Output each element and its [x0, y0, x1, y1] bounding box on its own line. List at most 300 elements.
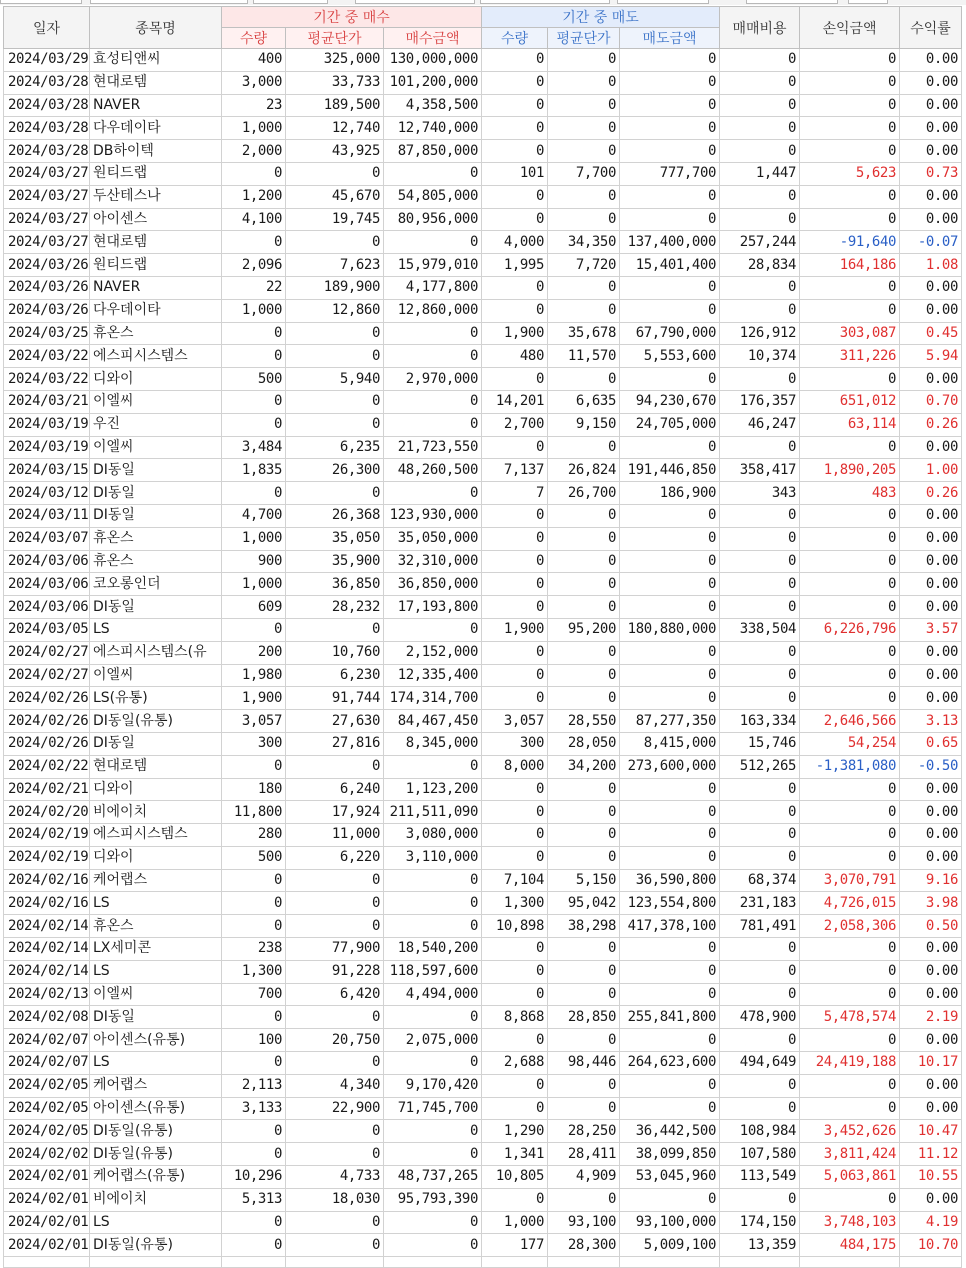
cell-sell-qty: 0: [482, 664, 548, 687]
cell-buy-avg: 325,000: [286, 49, 384, 72]
cell-pnl: 0: [800, 71, 900, 94]
cell-buy-avg: 20,750: [286, 1029, 384, 1052]
cell-return: 0.00: [900, 1188, 962, 1211]
cell-fee: 0: [720, 778, 800, 801]
table-row[interactable]: [4, 618, 962, 641]
cell-buy-amount: 0: [384, 482, 482, 505]
cell-cutoff: [620, 1257, 720, 1268]
cell-buy-avg: 5,940: [286, 368, 384, 391]
table-row[interactable]: [4, 1234, 962, 1257]
cell-buy-qty: 400: [222, 49, 286, 72]
cell-fee: 113,549: [720, 1166, 800, 1189]
toolbar-field[interactable]: [480, 0, 610, 4]
cell-sell-qty: 1,290: [482, 1120, 548, 1143]
cell-sell-amount: 0: [620, 504, 720, 527]
cell-pnl: 0: [800, 846, 900, 869]
cell-cutoff: [548, 1257, 620, 1268]
cell-pnl: 0: [800, 824, 900, 847]
cell-buy-avg: 91,228: [286, 960, 384, 983]
cell-date: 2024/02/01: [4, 1211, 90, 1234]
table-row[interactable]: [4, 254, 962, 277]
col-date-header[interactable]: 일자: [4, 7, 90, 49]
cell-buy-qty: 2,113: [222, 1074, 286, 1097]
cell-buy-amount: 4,494,000: [384, 983, 482, 1006]
cell-return: 0.00: [900, 1074, 962, 1097]
cell-date: 2024/02/27: [4, 664, 90, 687]
cell-return: 3.13: [900, 710, 962, 733]
table-row[interactable]: [4, 550, 962, 573]
cell-fee: 126,912: [720, 322, 800, 345]
buy-group-header: 기간 중 매수: [222, 7, 482, 28]
col-return-header[interactable]: 수익률: [900, 7, 962, 49]
cell-sell-amount: 264,623,600: [620, 1052, 720, 1075]
cell-sell-amount: 0: [620, 824, 720, 847]
table-row[interactable]: [4, 1029, 962, 1052]
cell-sell-qty: 1,341: [482, 1143, 548, 1166]
col-buy-avg-header[interactable]: 평균단가: [286, 28, 384, 49]
cell-sell-amount: 0: [620, 276, 720, 299]
cell-buy-avg: 0: [286, 1211, 384, 1234]
cell-fee: 0: [720, 1074, 800, 1097]
cell-pnl: 54,254: [800, 732, 900, 755]
cell-sell-qty: 480: [482, 345, 548, 368]
cell-stock-name: 우진: [90, 413, 222, 436]
cell-sell-amount: 0: [620, 1074, 720, 1097]
cell-buy-amount: 0: [384, 1052, 482, 1075]
cell-pnl: 0: [800, 1188, 900, 1211]
cell-stock-name: 아이센스(유통): [90, 1097, 222, 1120]
table-row[interactable]: [4, 938, 962, 961]
cell-buy-qty: 0: [222, 1234, 286, 1257]
cell-return: 0.26: [900, 482, 962, 505]
table-row[interactable]: [4, 436, 962, 459]
cell-fee: 0: [720, 938, 800, 961]
cell-stock-name: DI동일: [90, 459, 222, 482]
cell-sell-qty: 0: [482, 94, 548, 117]
table-row-partial[interactable]: [4, 1257, 962, 1268]
cell-pnl: 3,811,424: [800, 1143, 900, 1166]
cell-buy-avg: 0: [286, 892, 384, 915]
toolbar-field[interactable]: [90, 0, 248, 4]
table-row[interactable]: [4, 504, 962, 527]
cell-fee: 28,834: [720, 254, 800, 277]
table-row[interactable]: [4, 1188, 962, 1211]
cell-buy-amount: 12,335,400: [384, 664, 482, 687]
cell-pnl: 5,478,574: [800, 1006, 900, 1029]
table-row[interactable]: [4, 527, 962, 550]
table-row[interactable]: [4, 1211, 962, 1234]
table-row[interactable]: [4, 1052, 962, 1075]
cell-date: 2024/03/28: [4, 140, 90, 163]
cell-fee: 0: [720, 1097, 800, 1120]
cell-sell-avg: 0: [548, 504, 620, 527]
table-row[interactable]: [4, 846, 962, 869]
cell-sell-qty: 0: [482, 299, 548, 322]
cell-fee: 0: [720, 801, 800, 824]
toolbar-field[interactable]: [253, 0, 328, 4]
cell-stock-name: LS: [90, 618, 222, 641]
cell-sell-avg: 93,100: [548, 1211, 620, 1234]
table-row[interactable]: [4, 1166, 962, 1189]
cell-sell-avg: 0: [548, 573, 620, 596]
cell-date: 2024/03/05: [4, 618, 90, 641]
table-row[interactable]: [4, 641, 962, 664]
cell-date: 2024/03/27: [4, 162, 90, 185]
cell-sell-amount: 0: [620, 664, 720, 687]
table-row[interactable]: [4, 824, 962, 847]
table-row[interactable]: [4, 778, 962, 801]
cell-pnl: 0: [800, 573, 900, 596]
cell-buy-avg: 18,030: [286, 1188, 384, 1211]
cell-pnl: 2,058,306: [800, 915, 900, 938]
cell-buy-avg: 0: [286, 869, 384, 892]
table-row[interactable]: [4, 915, 962, 938]
cell-return: 0.00: [900, 573, 962, 596]
cell-return: 0.00: [900, 641, 962, 664]
cell-date: 2024/03/22: [4, 345, 90, 368]
cell-buy-amount: 0: [384, 390, 482, 413]
cell-buy-avg: 19,745: [286, 208, 384, 231]
cell-stock-name: 이엘씨: [90, 436, 222, 459]
cell-sell-avg: 26,824: [548, 459, 620, 482]
cell-pnl: 0: [800, 527, 900, 550]
cell-sell-amount: 0: [620, 49, 720, 72]
cell-sell-avg: 7,700: [548, 162, 620, 185]
cell-sell-amount: 15,401,400: [620, 254, 720, 277]
table-row[interactable]: [4, 1097, 962, 1120]
table-row[interactable]: [4, 1006, 962, 1029]
cell-buy-amount: 87,850,000: [384, 140, 482, 163]
cell-buy-amount: 15,979,010: [384, 254, 482, 277]
table-row[interactable]: [4, 482, 962, 505]
cell-sell-amount: 0: [620, 960, 720, 983]
cell-sell-qty: 0: [482, 527, 548, 550]
cell-pnl: 0: [800, 436, 900, 459]
cell-buy-avg: 26,368: [286, 504, 384, 527]
cell-sell-avg: 28,250: [548, 1120, 620, 1143]
cell-sell-amount: 123,554,800: [620, 892, 720, 915]
cell-sell-avg: 0: [548, 983, 620, 1006]
cell-date: 2024/03/25: [4, 322, 90, 345]
cell-sell-qty: 0: [482, 1029, 548, 1052]
cell-sell-amount: 0: [620, 117, 720, 140]
cell-stock-name: LS: [90, 1052, 222, 1075]
toolbar-field[interactable]: [848, 0, 888, 4]
cell-buy-amount: 84,467,450: [384, 710, 482, 733]
cell-buy-amount: 0: [384, 413, 482, 436]
cell-stock-name: DI동일: [90, 482, 222, 505]
cell-buy-amount: 4,358,500: [384, 94, 482, 117]
cell-sell-avg: 0: [548, 846, 620, 869]
cell-pnl: 3,748,103: [800, 1211, 900, 1234]
col-fee-header[interactable]: 매매비용: [720, 7, 800, 49]
cell-return: 0.00: [900, 140, 962, 163]
cell-buy-avg: 12,860: [286, 299, 384, 322]
cell-date: 2024/03/06: [4, 596, 90, 619]
table-row[interactable]: [4, 459, 962, 482]
cell-return: 4.19: [900, 1211, 962, 1234]
cell-sell-qty: 0: [482, 1074, 548, 1097]
table-row[interactable]: [4, 960, 962, 983]
cell-sell-avg: 28,050: [548, 732, 620, 755]
cell-sell-qty: 3,057: [482, 710, 548, 733]
cell-buy-avg: 189,900: [286, 276, 384, 299]
cell-buy-avg: 6,235: [286, 436, 384, 459]
cell-pnl: 0: [800, 778, 900, 801]
table-row[interactable]: [4, 596, 962, 619]
table-row[interactable]: [4, 573, 962, 596]
cell-buy-qty: 23: [222, 94, 286, 117]
cell-buy-amount: 0: [384, 755, 482, 778]
cell-buy-avg: 17,924: [286, 801, 384, 824]
cell-stock-name: NAVER: [90, 94, 222, 117]
cell-fee: 0: [720, 687, 800, 710]
cell-stock-name: 휴온스: [90, 322, 222, 345]
table-row[interactable]: [4, 390, 962, 413]
cell-fee: 0: [720, 550, 800, 573]
cell-buy-amount: 130,000,000: [384, 49, 482, 72]
cell-sell-qty: 7,137: [482, 459, 548, 482]
cell-stock-name: 원티드랩: [90, 254, 222, 277]
cell-fee: 0: [720, 71, 800, 94]
cell-sell-avg: 0: [548, 368, 620, 391]
cell-buy-avg: 0: [286, 915, 384, 938]
cell-date: 2024/03/26: [4, 299, 90, 322]
cell-return: 0.00: [900, 938, 962, 961]
cell-fee: 0: [720, 208, 800, 231]
toolbar-field[interactable]: [0, 0, 82, 4]
cell-stock-name: DI동일(유통): [90, 1234, 222, 1257]
cell-date: 2024/03/26: [4, 276, 90, 299]
cell-sell-amount: 0: [620, 573, 720, 596]
cell-buy-qty: 0: [222, 755, 286, 778]
cell-pnl: 0: [800, 208, 900, 231]
cell-return: 0.00: [900, 368, 962, 391]
table-row[interactable]: [4, 1074, 962, 1097]
cell-pnl: 24,419,188: [800, 1052, 900, 1075]
table-row[interactable]: [4, 892, 962, 915]
table-row[interactable]: [4, 413, 962, 436]
cell-return: 0.00: [900, 94, 962, 117]
cell-sell-qty: 1,900: [482, 322, 548, 345]
cell-return: 0.00: [900, 1097, 962, 1120]
cell-buy-qty: 11,800: [222, 801, 286, 824]
cell-sell-amount: 0: [620, 71, 720, 94]
cell-sell-avg: 0: [548, 596, 620, 619]
cell-pnl: 0: [800, 504, 900, 527]
cell-fee: 0: [720, 276, 800, 299]
cell-return: 0.00: [900, 687, 962, 710]
cell-sell-qty: 2,700: [482, 413, 548, 436]
cell-buy-amount: 0: [384, 345, 482, 368]
cell-buy-qty: 4,100: [222, 208, 286, 231]
cell-sell-amount: 0: [620, 1188, 720, 1211]
table-row[interactable]: [4, 117, 962, 140]
cell-buy-amount: 0: [384, 1120, 482, 1143]
cell-buy-avg: 4,733: [286, 1166, 384, 1189]
cell-return: 0.00: [900, 299, 962, 322]
table-row[interactable]: [4, 49, 962, 72]
cell-sell-avg: 0: [548, 49, 620, 72]
cell-sell-avg: 95,200: [548, 618, 620, 641]
table-row[interactable]: [4, 664, 962, 687]
toolbar-field[interactable]: [355, 0, 475, 4]
col-sell-qty-header[interactable]: 수량: [482, 28, 548, 49]
cell-fee: 0: [720, 596, 800, 619]
cell-return: 0.00: [900, 49, 962, 72]
cell-stock-name: DI동일(유통): [90, 1143, 222, 1166]
cell-fee: 0: [720, 140, 800, 163]
table-row[interactable]: [4, 687, 962, 710]
cell-return: 0.00: [900, 208, 962, 231]
toolbar-field[interactable]: [617, 0, 709, 4]
cell-fee: 0: [720, 1029, 800, 1052]
table-row[interactable]: [4, 208, 962, 231]
cell-buy-amount: 12,740,000: [384, 117, 482, 140]
table-row[interactable]: [4, 755, 962, 778]
cell-buy-amount: 0: [384, 869, 482, 892]
cell-cutoff: [482, 1257, 548, 1268]
cell-sell-qty: 7,104: [482, 869, 548, 892]
table-row[interactable]: [4, 299, 962, 322]
cell-sell-amount: 0: [620, 938, 720, 961]
cell-sell-amount: 0: [620, 140, 720, 163]
table-row[interactable]: [4, 801, 962, 824]
cell-return: 0.00: [900, 185, 962, 208]
cell-buy-amount: 48,737,265: [384, 1166, 482, 1189]
table-row[interactable]: [4, 185, 962, 208]
cell-date: 2024/03/28: [4, 71, 90, 94]
col-sell-amount-header[interactable]: 매도금액: [620, 28, 720, 49]
cell-buy-amount: 17,193,800: [384, 596, 482, 619]
table-header: [4, 7, 962, 49]
table-row[interactable]: [4, 1143, 962, 1166]
cell-buy-avg: 22,900: [286, 1097, 384, 1120]
cell-sell-avg: 0: [548, 208, 620, 231]
cell-fee: 46,247: [720, 413, 800, 436]
table-row[interactable]: [4, 710, 962, 733]
cell-sell-qty: 1,900: [482, 618, 548, 641]
cell-date: 2024/02/01: [4, 1188, 90, 1211]
cell-cutoff: [286, 1257, 384, 1268]
cell-sell-amount: 0: [620, 436, 720, 459]
cell-buy-avg: 0: [286, 345, 384, 368]
cell-return: 0.73: [900, 162, 962, 185]
cell-buy-amount: 9,170,420: [384, 1074, 482, 1097]
cell-date: 2024/02/14: [4, 938, 90, 961]
cell-buy-amount: 0: [384, 1143, 482, 1166]
table-row[interactable]: [4, 732, 962, 755]
cell-pnl: 0: [800, 801, 900, 824]
cell-sell-avg: 0: [548, 550, 620, 573]
col-buy-qty-header[interactable]: 수량: [222, 28, 286, 49]
cell-buy-amount: 211,511,090: [384, 801, 482, 824]
cell-sell-qty: 7: [482, 482, 548, 505]
col-name-header[interactable]: 종목명: [90, 7, 222, 49]
cell-return: 0.00: [900, 801, 962, 824]
cell-date: 2024/02/21: [4, 778, 90, 801]
cell-sell-qty: 177: [482, 1234, 548, 1257]
cell-sell-qty: 300: [482, 732, 548, 755]
cell-buy-amount: 2,970,000: [384, 368, 482, 391]
table-row[interactable]: [4, 162, 962, 185]
cell-stock-name: 이엘씨: [90, 983, 222, 1006]
cell-buy-avg: 0: [286, 1234, 384, 1257]
col-pnl-header[interactable]: 손익금액: [800, 7, 900, 49]
table-row[interactable]: [4, 140, 962, 163]
cell-sell-amount: 137,400,000: [620, 231, 720, 254]
cell-sell-avg: 0: [548, 276, 620, 299]
cell-pnl: 0: [800, 140, 900, 163]
cell-pnl: 0: [800, 1029, 900, 1052]
cell-sell-amount: 94,230,670: [620, 390, 720, 413]
sell-group-header: 기간 중 매도: [482, 7, 720, 28]
cell-stock-name: 에스피시스템스: [90, 824, 222, 847]
cell-date: 2024/02/07: [4, 1029, 90, 1052]
table-row[interactable]: [4, 231, 962, 254]
cell-sell-qty: 101: [482, 162, 548, 185]
cell-buy-amount: 80,956,000: [384, 208, 482, 231]
cell-sell-avg: 6,635: [548, 390, 620, 413]
col-buy-amount-header[interactable]: 매수금액: [384, 28, 482, 49]
cell-sell-amount: 273,600,000: [620, 755, 720, 778]
cell-return: 0.00: [900, 504, 962, 527]
table-row[interactable]: [4, 276, 962, 299]
cell-buy-qty: 5,313: [222, 1188, 286, 1211]
cell-date: 2024/02/27: [4, 641, 90, 664]
cell-buy-qty: 1,835: [222, 459, 286, 482]
cell-buy-qty: 0: [222, 1052, 286, 1075]
col-sell-avg-header[interactable]: 평균단가: [548, 28, 620, 49]
table-row[interactable]: [4, 368, 962, 391]
table-row[interactable]: [4, 322, 962, 345]
cell-fee: 512,265: [720, 755, 800, 778]
cell-date: 2024/03/06: [4, 550, 90, 573]
cell-stock-name: LS(유통): [90, 687, 222, 710]
cell-stock-name: DI동일(유통): [90, 1120, 222, 1143]
cell-fee: 0: [720, 527, 800, 550]
cell-return: 10.17: [900, 1052, 962, 1075]
cell-date: 2024/02/19: [4, 824, 90, 847]
table-row[interactable]: [4, 71, 962, 94]
cell-sell-avg: 0: [548, 687, 620, 710]
cell-pnl: 0: [800, 1074, 900, 1097]
cell-pnl: 0: [800, 117, 900, 140]
cell-buy-avg: 43,925: [286, 140, 384, 163]
cell-sell-amount: 191,446,850: [620, 459, 720, 482]
cell-buy-avg: 0: [286, 482, 384, 505]
table-row[interactable]: [4, 869, 962, 892]
cell-buy-qty: 900: [222, 550, 286, 573]
cell-fee: 0: [720, 117, 800, 140]
cell-buy-qty: 0: [222, 162, 286, 185]
cell-sell-avg: 35,678: [548, 322, 620, 345]
cell-sell-avg: 0: [548, 436, 620, 459]
cell-buy-avg: 77,900: [286, 938, 384, 961]
cell-fee: 10,374: [720, 345, 800, 368]
toolbar-field[interactable]: [746, 0, 838, 4]
cell-pnl: 0: [800, 368, 900, 391]
table-row[interactable]: [4, 345, 962, 368]
table-row[interactable]: [4, 1120, 962, 1143]
toolbar-strip: [0, 0, 966, 5]
table-row[interactable]: [4, 94, 962, 117]
table-row[interactable]: [4, 983, 962, 1006]
cell-fee: 68,374: [720, 869, 800, 892]
cell-pnl: 483: [800, 482, 900, 505]
cell-date: 2024/03/06: [4, 573, 90, 596]
cell-buy-amount: 12,860,000: [384, 299, 482, 322]
